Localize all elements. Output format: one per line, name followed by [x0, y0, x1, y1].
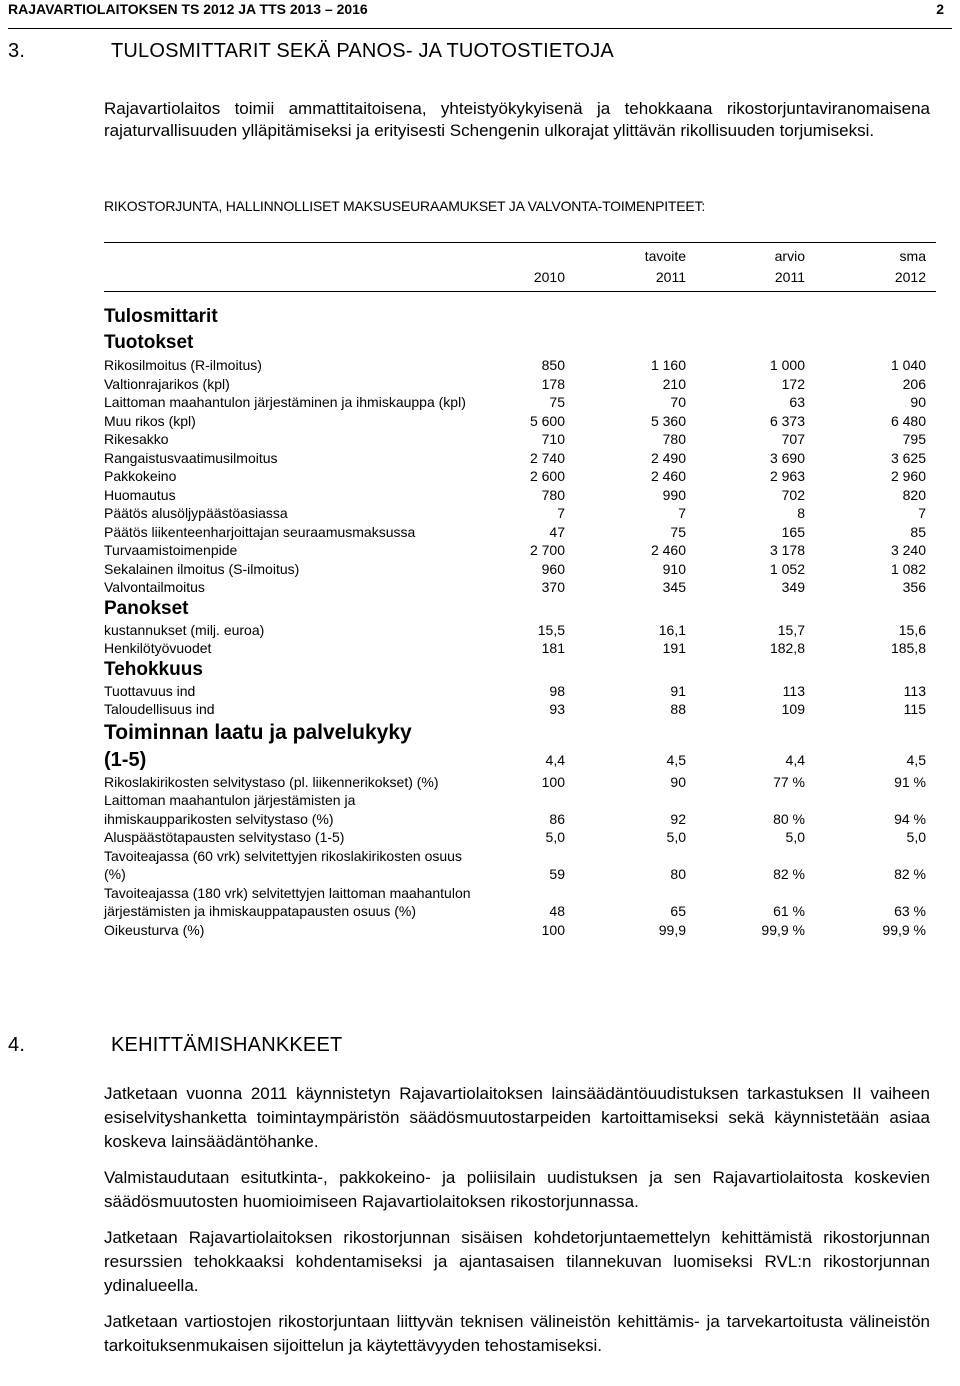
- value-cell: 94 %: [894, 810, 926, 827]
- row-label: Valvontailmoitus: [104, 579, 205, 595]
- value-cell: 7: [918, 505, 926, 521]
- value-cell: 191: [662, 640, 686, 656]
- value-cell: 1 040: [890, 357, 926, 373]
- section-3-title: TULOSMITTARIT SEKÄ PANOS- JA TUOTOSTIETOJA: [111, 40, 614, 62]
- value-cell: 61 %: [773, 903, 805, 919]
- column-header-line1: sma: [899, 248, 926, 264]
- row-label: Laittoman maahantulon järjestämisten ja ihmiskaupparikosten selvitystaso (%): [104, 792, 356, 827]
- value-cell: 5 360: [650, 412, 686, 429]
- value-cell: 3 690: [769, 449, 805, 466]
- table-row: [104, 541, 936, 560]
- value-cell: 63: [789, 394, 805, 410]
- column-header-line2: 2011: [774, 269, 805, 285]
- value-cell: 70: [670, 394, 686, 410]
- value-cell: 16,1: [658, 621, 686, 638]
- table-row-laatu-main: [104, 747, 936, 773]
- row-label: Taloudellisuus ind: [104, 701, 215, 717]
- row-label: Rikesakko: [104, 431, 169, 447]
- row-label: Rikosilmoitus (R-ilmoitus): [104, 357, 262, 373]
- table-row: [104, 560, 936, 579]
- row-label: Huomautus: [104, 486, 176, 503]
- value-cell: 5,0: [785, 829, 805, 845]
- row-label: Päätös liikenteenharjoittajan seuraamusmaksussa: [104, 523, 416, 540]
- value-cell: 960: [541, 560, 565, 577]
- value-cell: 990: [662, 486, 686, 503]
- value-cell: 75: [670, 523, 686, 540]
- table-row: [104, 430, 936, 449]
- spacer-row: [104, 292, 936, 305]
- value-cell: 3 240: [890, 542, 926, 558]
- heading-tehokkuus: [104, 658, 936, 682]
- section-label: Tuotokset: [104, 332, 194, 353]
- value-cell: 2 740: [529, 449, 565, 466]
- value-cell: 82 %: [773, 866, 805, 882]
- value-cell: 4,5: [906, 751, 926, 768]
- heading-laatu: [104, 719, 936, 747]
- value-cell: 2 700: [529, 542, 565, 558]
- table-row: [104, 356, 936, 375]
- value-cell: 98: [549, 682, 565, 699]
- value-cell: 2 963: [769, 468, 805, 484]
- value-cell: 92: [670, 810, 686, 827]
- heading-tulosmittarit: [104, 304, 936, 330]
- row-label: kustannukset (milj. euroa): [104, 621, 265, 638]
- value-cell: 93: [549, 701, 565, 717]
- value-cell: 4,4: [785, 751, 805, 768]
- heading-panokset: [104, 597, 936, 621]
- value-cell: 8: [797, 505, 805, 521]
- table-row: [104, 773, 936, 792]
- value-cell: 1 000: [769, 357, 805, 373]
- value-cell: 2 490: [650, 449, 686, 466]
- value-cell: 6 480: [890, 412, 926, 429]
- section-label: Toiminnan laatu ja palvelukyky: [104, 720, 412, 744]
- paragraph: Valmistaudutaan esitutkinta-, pakkokeino- ja poliisilain uudistuksen ja sen Rajavartiolaitosta koskevien säädösmuutosten huomioimiseen Rajavartiolaitoksen rikostorjunnassa.: [104, 1168, 930, 1211]
- value-cell: 3 625: [890, 449, 926, 466]
- value-cell: 75: [549, 394, 565, 410]
- value-cell: 99,9 %: [761, 921, 805, 938]
- value-cell: 5,0: [906, 829, 926, 845]
- section-3-number: 3.: [8, 40, 26, 62]
- value-cell: 63 %: [894, 903, 926, 919]
- table-row: [104, 621, 936, 640]
- value-cell: 5,0: [666, 829, 686, 845]
- table-row: [104, 504, 936, 523]
- value-cell: 5,0: [545, 829, 565, 845]
- section-label: Tulosmittarit: [104, 306, 218, 327]
- table-row: [104, 375, 936, 394]
- value-cell: 1 052: [769, 560, 805, 577]
- row-label: Valtionrajarikos (kpl): [104, 375, 230, 392]
- column-header: [565, 243, 686, 292]
- value-cell: 77 %: [773, 773, 805, 790]
- value-cell: 4,4: [545, 751, 565, 768]
- table-header-row: [104, 243, 936, 292]
- value-cell: 65: [670, 903, 686, 919]
- value-cell: 80 %: [773, 810, 805, 827]
- table-row: [104, 467, 936, 486]
- value-cell: 172: [781, 375, 805, 392]
- header-title: RAJAVARTIOLAITOKSEN TS 2012 JA TTS 2013 – 2016: [8, 1, 368, 17]
- value-cell: 80: [670, 866, 686, 882]
- value-cell: 2 460: [650, 468, 686, 484]
- value-cell: 181: [541, 640, 565, 656]
- value-cell: 2 460: [650, 542, 686, 558]
- value-cell: 165: [781, 523, 805, 540]
- table-row: [104, 828, 936, 847]
- row-label: Rikoslakirikosten selvitystaso (pl. liikennerikokset) (%): [104, 773, 439, 790]
- row-label: Aluspäästötapausten selvitystaso (1-5): [104, 829, 345, 845]
- section-3-heading: [8, 40, 614, 63]
- value-cell: 4,5: [666, 751, 686, 768]
- value-cell: 206: [902, 375, 926, 392]
- heading-tuotokset: [104, 330, 936, 356]
- row-label: Pakkokeino: [104, 468, 177, 484]
- value-cell: 5 600: [529, 412, 565, 429]
- value-cell: 7: [557, 505, 565, 521]
- header-cell-empty: [104, 243, 484, 292]
- value-cell: 113: [903, 682, 926, 699]
- value-cell: 59: [549, 866, 565, 882]
- row-label: Päätös alusöljypäästöasiassa: [104, 505, 288, 521]
- row-label: Tuottavuus ind: [104, 682, 196, 699]
- value-cell: 7: [678, 505, 686, 521]
- table-row: [104, 578, 936, 597]
- value-cell: 15,6: [898, 621, 926, 638]
- value-cell: 780: [541, 486, 565, 503]
- value-cell: 99,9: [658, 921, 686, 938]
- value-cell: 356: [902, 579, 926, 595]
- value-cell: 86: [549, 810, 565, 827]
- section-4-number: 4.: [8, 1034, 26, 1056]
- row-label: Tavoiteajassa (60 vrk) selvitettyjen rikoslakirikosten osuus (%): [104, 847, 462, 882]
- value-cell: 2 960: [890, 468, 926, 484]
- value-cell: 370: [541, 579, 565, 595]
- row-label: Turvaamistoimenpide: [104, 542, 238, 558]
- value-cell: 345: [662, 579, 686, 595]
- paragraph: Jatketaan vuonna 2011 käynnistetyn Rajavartiolaitoksen lainsäädäntöuudistuksen tarkastuksen II vaiheen esiselvityshanketta toimintaympäristön säädösmuutostarpeiden kartoittamiseksi sekä käynnistetään asiaa koskeva lainsäädäntöhanke.: [104, 1084, 930, 1151]
- value-cell: 100: [541, 773, 565, 790]
- column-header-line1: 2010: [533, 269, 565, 285]
- table-row: [104, 523, 936, 542]
- page-header: [8, 0, 952, 29]
- value-cell: 91 %: [894, 773, 926, 790]
- page-number: 2: [936, 1, 944, 17]
- table-row: [104, 412, 936, 431]
- paragraph: Jatketaan vartiostojen rikostorjuntaan liittyvän teknisen välineistön kehittämis- ja tarvekartoitusta välineistön tarkoituksenmukaisen sijoittelun ja käytettävyyden tehostamiseksi.: [104, 1312, 930, 1355]
- value-cell: 182,8: [769, 640, 805, 656]
- section-label: Panokset: [104, 597, 189, 619]
- table-row: [104, 682, 936, 701]
- column-header: [484, 243, 565, 292]
- row-label: Henkilötyövuodet: [104, 640, 212, 656]
- section-label: Tehokkuus: [104, 658, 203, 680]
- value-cell: 710: [541, 431, 565, 447]
- value-cell: 850: [541, 357, 565, 373]
- value-cell: 210: [662, 375, 686, 392]
- row-label: (1-5): [104, 748, 147, 771]
- section-4-body: [104, 1082, 930, 1370]
- value-cell: 48: [549, 903, 565, 919]
- row-label: Muu rikos (kpl): [104, 412, 196, 429]
- value-cell: 1 160: [650, 357, 686, 373]
- value-cell: 113: [782, 682, 805, 699]
- value-cell: 100: [541, 921, 565, 938]
- value-cell: 185,8: [890, 640, 926, 656]
- row-label: Oikeusturva (%): [104, 921, 205, 938]
- table-row: [104, 921, 936, 940]
- value-cell: 707: [781, 431, 805, 447]
- value-cell: 795: [902, 431, 926, 447]
- row-label: Laittoman maahantulon järjestäminen ja ihmiskauppa (kpl): [104, 394, 466, 410]
- value-cell: 85: [910, 523, 926, 540]
- column-header-line1: tavoite: [644, 248, 686, 264]
- table-row: [104, 884, 936, 921]
- value-cell: 99,9 %: [882, 921, 926, 938]
- column-header-line2: 2012: [894, 269, 926, 285]
- value-cell: 702: [781, 486, 805, 503]
- table-row: [104, 847, 936, 884]
- paragraph: Jatketaan Rajavartiolaitoksen rikostorjunnan sisäisen kohdetorjuntaemettelyn kehittämistä rikostorjunnan resurssien tehokkaaksi kohdentamiseksi ja ajantasaisen tilannekuvan luomiseksi RVL:n rikostorjunnan ydinalueella.: [104, 1228, 930, 1295]
- column-header: [686, 243, 805, 292]
- table-row: [104, 791, 936, 828]
- row-label: Tavoiteajassa (180 vrk) selvitettyjen laittoman maahantulon järjestämisten ja ihmiskauppatapausten osuus (%): [104, 884, 471, 919]
- value-cell: 2 600: [529, 468, 565, 484]
- value-cell: 910: [662, 560, 686, 577]
- section-4-title: KEHITTÄMISHANKKEET: [111, 1034, 343, 1056]
- table-row: [104, 700, 936, 719]
- column-header-line2: 2011: [655, 269, 686, 285]
- value-cell: 109: [781, 701, 805, 717]
- section-3-intro: Rajavartiolaitos toimii ammattitaitoisena, yhteistyökykyisenä ja tehokkaana rikostorjuntaviranomaisena rajaturvallisuuden ylläpitämiseksi ja erityisesti Schengenin ulkorajat ylittävän rikollisuuden torjumiseksi.: [104, 99, 930, 140]
- value-cell: 15,7: [777, 621, 805, 638]
- row-label: Sekalainen ilmoitus (S-ilmoitus): [104, 560, 300, 577]
- table-subheading: RIKOSTORJUNTA, HALLINNOLLISET MAKSUSEURAAMUKSET JA VALVONTA-TOIMENPITEET:: [104, 198, 706, 214]
- value-cell: 1 082: [890, 560, 926, 577]
- value-cell: 780: [662, 431, 686, 447]
- table-row: [104, 639, 936, 658]
- value-cell: 178: [541, 375, 565, 392]
- value-cell: 820: [902, 486, 926, 503]
- table-row: [104, 449, 936, 468]
- table-row: [104, 393, 936, 412]
- value-cell: 90: [910, 394, 926, 410]
- column-header: [805, 243, 936, 292]
- indicator-table: [104, 242, 936, 939]
- section-4-heading: [8, 1034, 342, 1057]
- value-cell: 3 178: [769, 542, 805, 558]
- value-cell: 82 %: [894, 866, 926, 882]
- value-cell: 47: [549, 523, 565, 540]
- value-cell: 6 373: [769, 412, 805, 429]
- value-cell: 91: [670, 682, 686, 699]
- column-header-line1: arvio: [774, 248, 805, 264]
- value-cell: 88: [670, 701, 686, 717]
- value-cell: 15,5: [537, 621, 565, 638]
- value-cell: 90: [670, 773, 686, 790]
- value-cell: 115: [903, 701, 926, 717]
- value-cell: 349: [781, 579, 805, 595]
- table-row: [104, 486, 936, 505]
- row-label: Rangaistusvaatimusilmoitus: [104, 449, 278, 466]
